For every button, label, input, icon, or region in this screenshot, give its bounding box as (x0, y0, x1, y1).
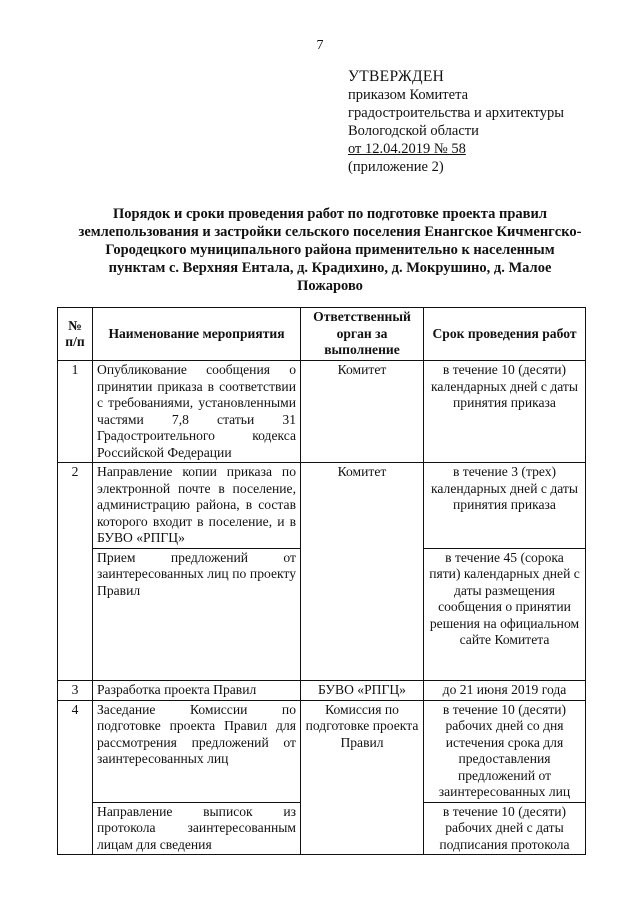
title-line: Городецкого муниципального района применительно к населенным (105, 242, 555, 258)
row-activity: Направление копии приказа по электронной почте в поселение, администрацию района, в состав которого входит в поселение, и в БУВО «РПГЦ» (93, 463, 301, 549)
row-activity: Опубликование сообщения о принятии приказа в соответствии с требованиями, установленными частями 7,8 статьи 31 Градостроительного кодекса Российской Федерации (93, 361, 301, 463)
row-activity: Прием предложений от заинтересованных лиц по проекту Правил (93, 548, 301, 680)
title-line: пунктам с. Верхняя Ентала, д. Крадихино, д. Мокрушино, д. Малое (108, 260, 552, 276)
row-number: 2 (58, 463, 93, 681)
header-term: Срок проведения работ (424, 308, 586, 361)
title-line: Пожарово (297, 278, 363, 294)
document-title (62, 205, 598, 295)
table-row (58, 463, 586, 549)
row-responsible: БУВО «РПГЦ» (301, 680, 424, 700)
header-activity: Наименование мероприятия (93, 308, 301, 361)
header-responsible: Ответственный орган за выполнение (301, 308, 424, 361)
row-responsible: Комитет (301, 463, 424, 549)
row-term: до 21 июня 2019 года (424, 680, 586, 700)
row-term: в течение 3 (трех) календарных дней с даты принятия приказа (424, 463, 586, 549)
row-activity: Разработка проекта Правил (93, 680, 301, 700)
row-number: 4 (58, 700, 93, 855)
table-row (58, 680, 586, 700)
row-activity: Направление выписок из протокола заинтересованным лицам для сведения (93, 802, 301, 855)
row-responsible: Комитет (301, 361, 424, 463)
row-number: 3 (58, 680, 93, 700)
row-responsible (301, 548, 424, 680)
table-row (58, 361, 586, 463)
approval-line: градостроительства и архитектуры (348, 105, 565, 121)
title-line: землепользования и застройки сельского поселения Енангское Кичменгско- (78, 224, 582, 240)
title-line: Порядок и сроки проведения работ по подготовке проекта правил (113, 206, 547, 222)
row-number: 1 (58, 361, 93, 463)
approval-stamp (348, 68, 564, 176)
approval-appendix: (приложение 2) (348, 159, 444, 175)
approval-line: приказом Комитета (348, 87, 469, 103)
row-activity: Заседание Комиссии по подготовке проекта Правил для рассмотрения предложений от заинтересованных лиц (93, 700, 301, 802)
approval-order-line: от 12.04.2019 № 58 (348, 141, 466, 157)
row-term: в течение 10 (десяти) рабочих дней со дня истечения срока для предоставления предложений от заинтересованных лиц (424, 700, 586, 802)
table-row (58, 548, 586, 680)
page-number: 7 (316, 38, 324, 53)
header-number: № п/п (58, 308, 93, 361)
row-term: в течение 10 (десяти) рабочих дней с даты подписания протокола (424, 802, 586, 855)
table-header-row (58, 308, 586, 361)
schedule-table (57, 307, 586, 855)
approval-heading: УТВЕРЖДЕН (348, 68, 445, 85)
row-responsible (301, 802, 424, 855)
row-term: в течение 10 (десяти) календарных дней с даты принятия приказа (424, 361, 586, 463)
row-term: в течение 45 (сорока пяти) календарных дней с даты размещения сообщения о принятии решения на официальном сайте Комитета (424, 548, 586, 680)
table-row (58, 802, 586, 855)
approval-line: Вологодской области (348, 123, 479, 139)
row-responsible: Комиссия по подготовке проекта Правил (301, 700, 424, 802)
table-row (58, 700, 586, 802)
